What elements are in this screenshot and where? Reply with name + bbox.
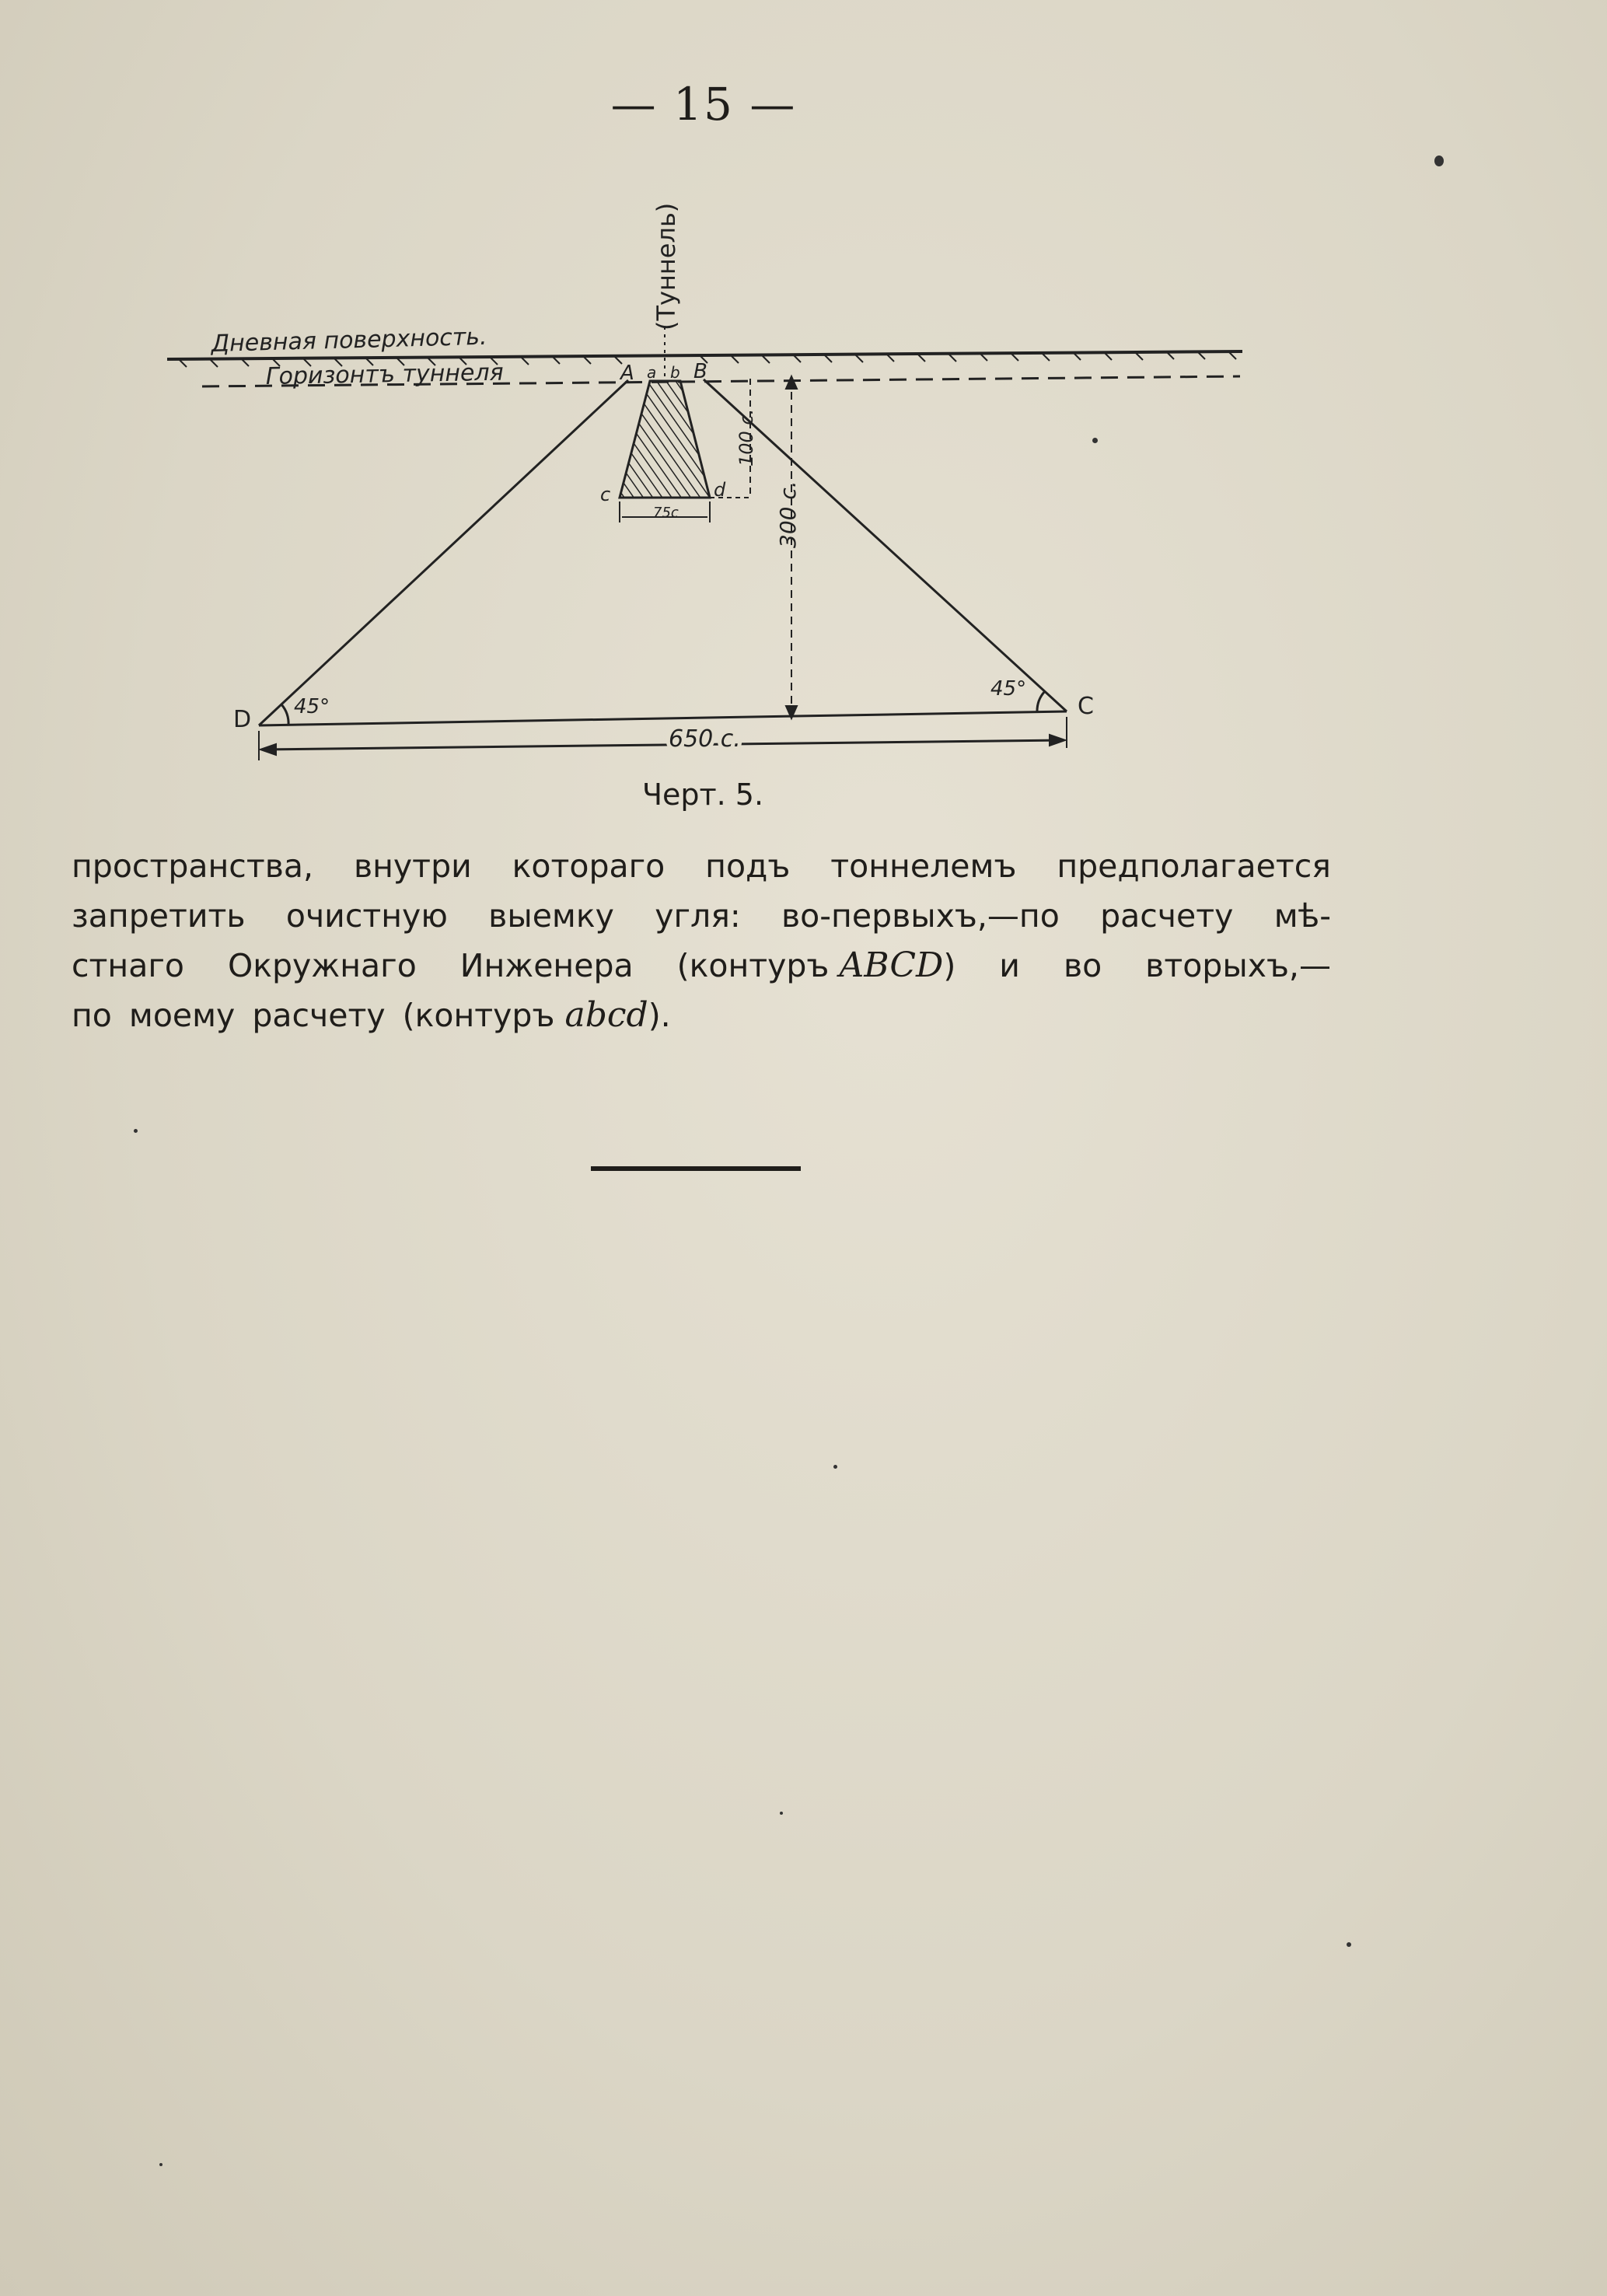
- word: подъ: [705, 847, 791, 885]
- label-dim-75: 75c: [653, 505, 679, 521]
- text-line-2: [72, 891, 1331, 941]
- paper-speck: [833, 1465, 837, 1469]
- word: по: [72, 997, 112, 1034]
- angle-arc-left: [281, 704, 288, 725]
- word: расчету: [252, 997, 386, 1034]
- word: очистную: [285, 897, 448, 935]
- label-dim-100: 100 c.: [735, 408, 757, 467]
- label-point-B: B: [693, 360, 707, 383]
- angle-arc-right: [1037, 691, 1045, 712]
- section-divider-rule: [591, 1166, 801, 1171]
- body-paragraph: [72, 841, 1331, 1040]
- word: расчету: [1100, 897, 1234, 935]
- label-tunnel: (Туннель): [652, 202, 681, 330]
- word: во-первыхъ,—по: [781, 897, 1060, 935]
- label-angle-right: 45°: [990, 677, 1027, 701]
- paper-speck: [780, 1812, 783, 1815]
- text-line-4: [72, 991, 1331, 1040]
- word: Окружнаго: [227, 947, 417, 984]
- word-with-math: (контуръ abcd).: [402, 995, 671, 1035]
- label-surface: Дневная поверхность.: [211, 323, 487, 358]
- word: вторыхъ,—: [1145, 947, 1331, 984]
- label-point-c: c: [600, 484, 611, 505]
- figure-tunnel-diagram: [0, 0, 1607, 778]
- word: угля:: [655, 897, 741, 935]
- figure-caption: Черт. 5.: [641, 778, 764, 812]
- paper-speck: [159, 2163, 162, 2166]
- label-point-b: b: [670, 363, 680, 382]
- paper-speck: [1434, 156, 1444, 166]
- word: мѣ-: [1273, 897, 1331, 935]
- label-point-a: a: [647, 363, 657, 382]
- label-horizon: Горизонтъ туннеля: [265, 358, 504, 390]
- label-point-C: C: [1078, 693, 1094, 720]
- text-line-3: [72, 941, 1331, 991]
- word: во: [1063, 947, 1102, 984]
- label-point-D: D: [233, 706, 252, 733]
- word: выемку: [488, 897, 614, 935]
- word: тоннелемъ: [830, 847, 1017, 885]
- label-point-A: A: [620, 362, 634, 385]
- word: пространства,: [72, 847, 314, 885]
- math-contour-abcd: abcd: [564, 995, 648, 1035]
- word: внутри: [353, 847, 472, 885]
- word: Инженера: [459, 947, 634, 984]
- label-point-d: d: [714, 479, 726, 501]
- label-dim-300: 300 c.: [775, 481, 801, 548]
- word: моему: [128, 997, 236, 1034]
- word: котораго: [512, 847, 666, 885]
- word-with-math: (контуръ ABCD): [676, 945, 956, 985]
- label-angle-left: 45°: [294, 695, 330, 718]
- contour-small-abcd: [620, 381, 710, 498]
- word: запретить: [72, 897, 246, 935]
- paper-speck: [134, 1129, 138, 1133]
- paper-speck: [1347, 1942, 1351, 1947]
- page-number: — 15 —: [610, 78, 797, 131]
- paper-speck: [1092, 438, 1098, 443]
- word: предполагается: [1057, 847, 1331, 885]
- word: стнаго: [72, 947, 184, 984]
- label-dim-650: 650 c.: [669, 725, 741, 753]
- math-contour-ABCD: ABCD: [839, 945, 944, 985]
- text-line-1: [72, 841, 1331, 891]
- word: и: [999, 947, 1020, 984]
